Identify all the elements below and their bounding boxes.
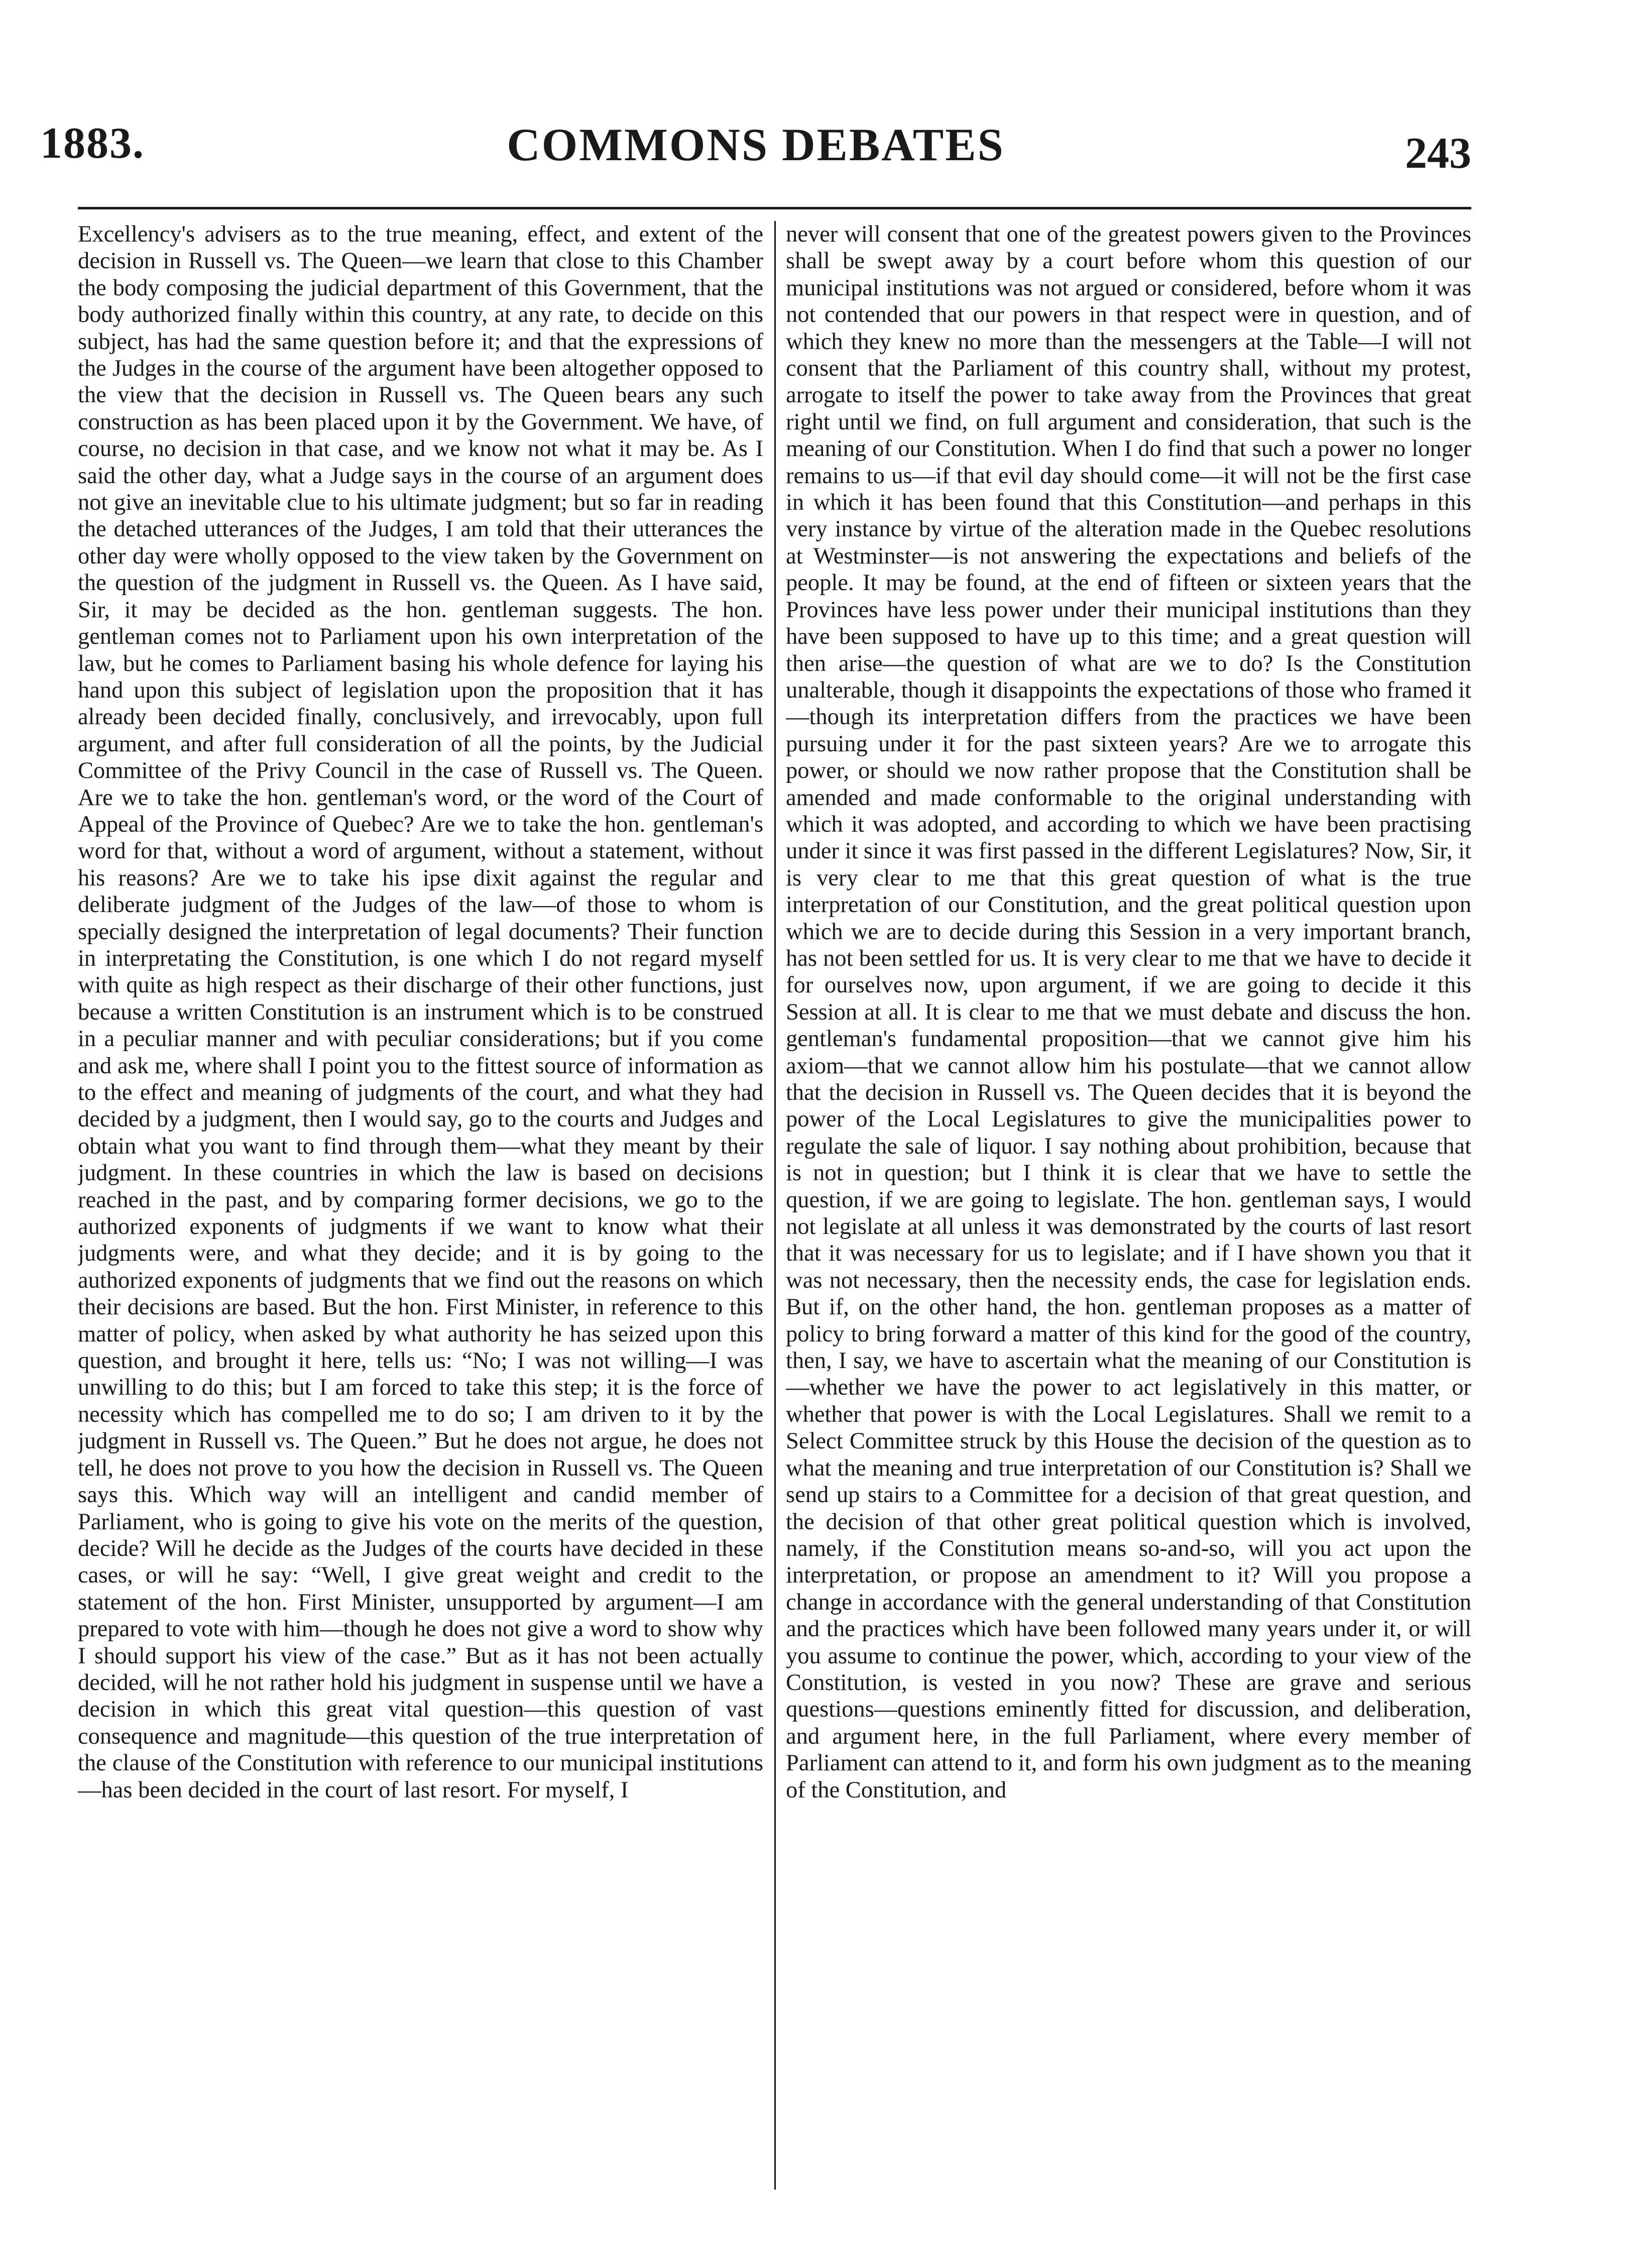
header-page-number: 243 — [1405, 129, 1471, 178]
left-column-text: Excellency's advisers as to the true meaning, effect, and extent of the decision in Russell vs. The Queen—we learn that close to this Chamber the body composing the judicial department of this Government, that the body authorized finally within this country, at any rate, to decide on this subject, has had the same question before it; and that the expressions of the Judges in the course of the argument have been altogether opposed to the view that the decision in Russell vs. The Queen bears any such construction as has been placed upon it by the Government. We have, of course, no decision in that case, and we know not what it may be. As I said the other day, what a Judge says in the course of an argument does not give an inevitable clue to his ultimate judgment; but so far in reading the detached utterances of the Judges, I am told that their utterances the other day were wholly opposed to the view taken by the Government on the question of the judgment in Russell vs. the Queen. As I have said, Sir, it may be decided as the hon. gentleman suggests. The hon. gentleman comes not to Parliament upon his own interpretation of the law, but he comes to Parliament basing his whole defence for laying his hand upon this subject of legislation upon the proposition that it has already been decided finally, conclusively, and irrevocably, upon full argument, and after full consideration of all the points, by the Judicial Committee of the Privy Council in the case of Russell vs. The Queen. Are we to take the hon. gentleman's word, or the word of the Court of Appeal of the Province of Quebec? Are we to take the hon. gentleman's word for that, without a word of argument, without a statement, without his reasons? Are we to take his ipse dixit against the regular and deliberate judgment of the Judges of the law—of those to whom is specially designed the interpretation of legal documents? Their function in interpretating the Constitution, is one which I do not regard myself with quite as high respect as their discharge of their other functions, just because a written Constitution is an instrument which is to be construed in a peculiar manner and with peculiar considerations; but if you come and ask me, where shall I point you to the fittest source of information as to the effect and meaning of judgments of the court, and what they had decided by a judgment, then I would say, go to the courts and Judges and obtain what you want to find through them—what they meant by their judgment. In these countries in which the law is based on decisions reached in the past, and by comparing former decisions, we go to the authorized exponents of judgments if we want to know what their judgments were, and what they decide; and it is by going to the authorized exponents of judgments that we find out the reasons on which their decisions are based. But the hon. First Minister, in reference to this matter of policy, when asked by what authority he has seized upon this question, and brought it here, tells us: “No; I was not willing—I was unwilling to do this; but I am forced to take this step; it is the force of necessity which has compelled me to do so; I am driven to it by the judgment in Russell vs. The Queen.” But he does not argue, he does not tell, he does not prove to you how the decision in Russell vs. The Queen says this. Which way will an intelligent and candid member of Parliament, who is going to give his vote on the merits of the question, decide? Will he decide as the Judges of the courts have decided in these cases, or will he say: “Well, I give great weight and credit to the statement of the hon. First Minister, unsupported by argument—I am prepared to vote with him—though he does not give a word to show why I should support his view of the case.” But as it has not been actually decided, will he not rather hold his judgment in suspense until we have a decision in which this great vital question—this question of vast consequence and magnitude—this question of the true interpretation of the clause of the Constitution with reference to our municipal institutions—has been decided in the court of last resort. For myself, I — [78, 221, 763, 1803]
left-column — [78, 221, 763, 2190]
column-divider — [774, 221, 776, 2190]
page-header — [40, 108, 1471, 178]
right-column-text: never will consent that one of the greatest powers given to the Provinces shall be swept away by a court before whom this question of our municipal institutions was not argued or considered, before whom it was not contended that our powers in that respect were in question, and of which they knew no more than the messengers at the Table—I will not consent that the Parliament of this country shall, without my protest, arrogate to itself the power to take away from the Provinces that great right until we find, on full argument and consideration, that such is the meaning of our Constitution. When I do find that such a power no longer remains to us—if that evil day should come—it will not be the first case in which it has been found that this Constitution—and perhaps in this very instance by virtue of the alteration made in the Quebec resolutions at Westminster—is not answering the expectations and beliefs of the people. It may be found, at the end of fifteen or sixteen years that the Provinces have less power under their municipal institutions than they have been supposed to have up to this time; and a great question will then arise—the question of what are we to do? Is the Constitution unalterable, though it disappoints the expectations of those who framed it—though its interpretation differs from the practices we have been pursuing under it for the past sixteen years? Are we to arrogate this power, or should we now rather propose that the Constitution shall be amended and made conformable to the original understanding with which it was adopted, and according to which we have been practising under it since it was first passed in the different Legislatures? Now, Sir, it is very clear to me that this great question of what is the true interpretation of our Constitution, and the great political question upon which we are to decide during this Session in a very important branch, has not been settled for us. It is very clear to me that we have to decide it for ourselves now, upon argument, if we are going to decide it this Session at all. It is clear to me that we must debate and discuss the hon. gentleman's fundamental proposition—that we cannot give him his axiom—that we cannot allow him his postulate—that we cannot allow that the decision in Russell vs. The Queen decides that it is beyond the power of the Local Legislatures to give the municipalities power to regulate the sale of liquor. I say nothing about prohibition, because that is not in question; but I think it is clear that we have to settle the question, if we are going to legislate. The hon. gentleman says, I would not legislate at all unless it was demonstrated by the courts of last resort that it was necessary for us to legislate; and if I have shown you that it was not necessary, then the necessity ends, the case for legislation ends. But if, on the other hand, the hon. gentleman proposes as a matter of policy to bring forward a matter of this kind for the good of the country, then, I say, we have to ascertain what the meaning of our Constitution is—whether we have the power to act legislatively in this matter, or whether that power is with the Local Legislatures. Shall we remit to a Select Committee struck by this House the decision of the question as to what the meaning and true interpretation of our Constitution is? Shall we send up stairs to a Committee for a decision of that great question, and the decision of that other great political question which is involved, namely, if the Constitution means so-and-so, will you act upon the interpretation, or propose an amendment to it? Will you propose a change in accordance with the general understanding of that Constitution and the practices which have been followed many years under it, or will you assume to continue the power, which, according to your view of the Constitution, is vested in you now? These are grave and serious questions—questions eminently fitted for discussion, and deliberation, and argument here, in the full Parliament, where every member of Parliament can attend to it, and form his own judgment as to the meaning of the Constitution, and — [786, 221, 1471, 1803]
header-year: 1883. — [40, 119, 145, 168]
header-rule — [78, 207, 1471, 209]
header-title: COMMONS DEBATES — [507, 119, 1005, 170]
right-column — [786, 221, 1471, 2190]
